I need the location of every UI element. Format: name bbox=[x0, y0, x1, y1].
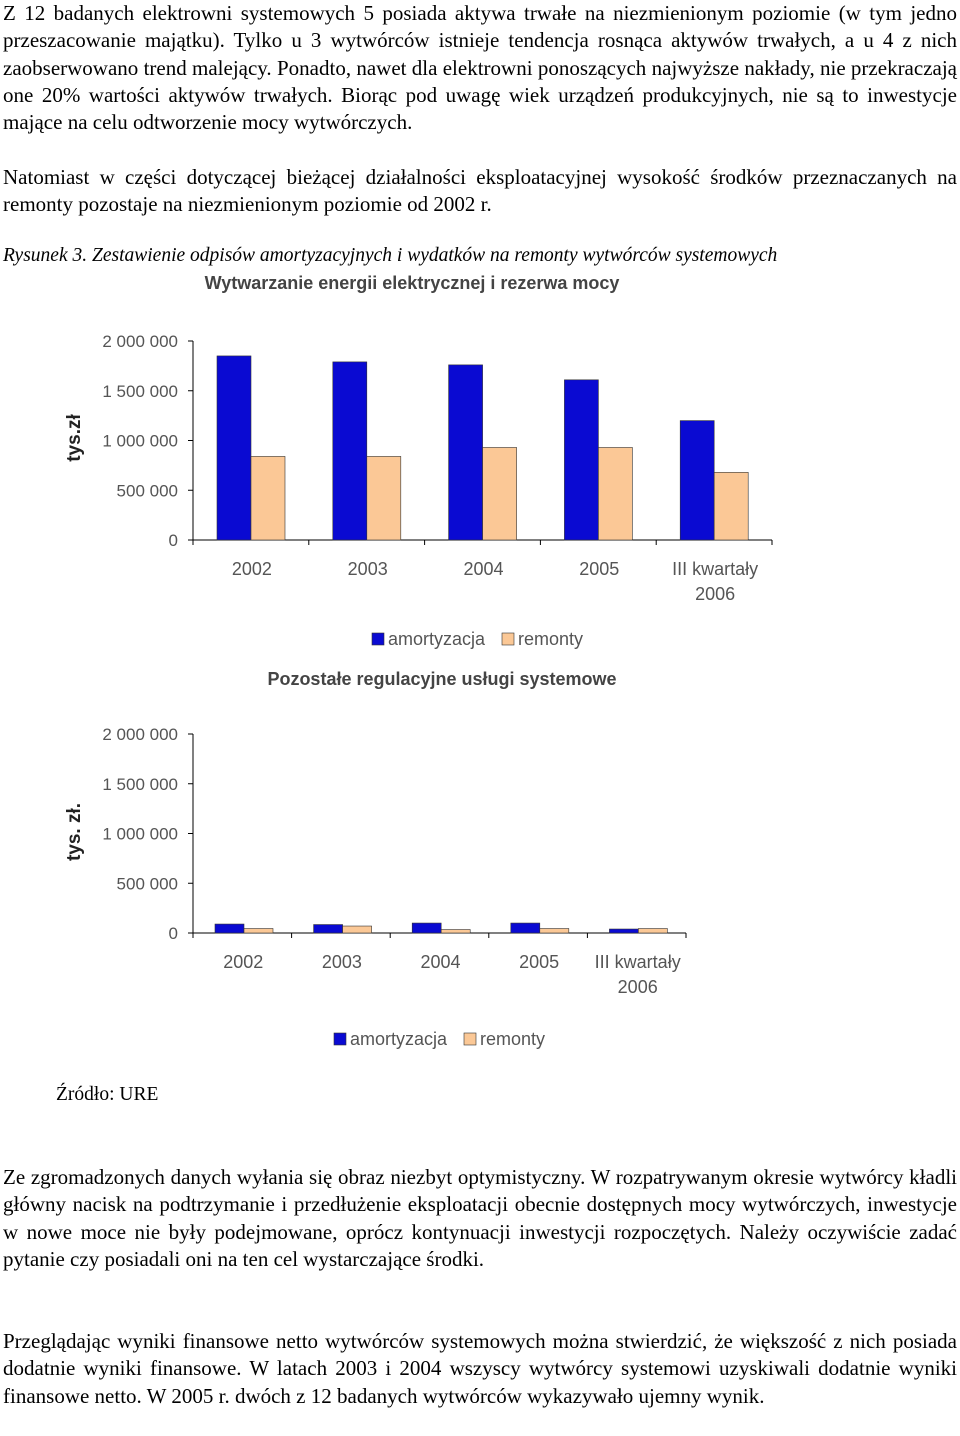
y-tick-label: 500 000 bbox=[116, 481, 178, 501]
bar-remonty bbox=[251, 456, 285, 540]
bar-amortyzacja bbox=[680, 421, 714, 540]
x-tick-label: 2004 bbox=[420, 952, 461, 972]
paragraph-assets: Z 12 badanych elektrowni systemowych 5 posiada aktywa trwałe na niezmienionym poziomie (w tym jedno przeszacowanie majątku). Tylko u 3 wytwórców istnieje tendencja rosnąca aktywów trwałych, a u 4 z nich zaobserwowano trend malejący. Ponadto, nawet dla elektrowni ponoszących najwyższe nakłady, nie przekraczają one 20% wartości aktywów trwałych. Biorąc pod uwagę wiek urządzeń produkcyjnych, nie są to inwestycje mające na celu odtworzenie mocy wytwórczych. bbox=[3, 1, 957, 135]
bar-amortyzacja bbox=[215, 924, 244, 933]
y-tick-label: 500 000 bbox=[116, 874, 178, 894]
bar-amortyzacja bbox=[217, 356, 251, 540]
y-tick-label: 2 000 000 bbox=[102, 725, 178, 744]
bar-amortyzacja bbox=[314, 925, 343, 933]
x-tick-label: 2006 bbox=[617, 977, 658, 997]
bar-remonty bbox=[483, 447, 517, 540]
x-tick-label: 2004 bbox=[463, 559, 504, 579]
chart-title: Wytwarzanie energii elektrycznej i rezerwa mocy bbox=[204, 273, 620, 293]
bar-remonty bbox=[598, 447, 632, 540]
legend-label-amortyzacja: amortyzacja bbox=[350, 1029, 448, 1049]
bar-amortyzacja bbox=[412, 923, 441, 933]
chart-other-services bbox=[0, 661, 960, 1056]
chart-title: Pozostałe regulacyjne usługi systemowe bbox=[267, 669, 617, 689]
chart-generation-reserve bbox=[0, 268, 960, 658]
y-tick-label: 0 bbox=[168, 531, 178, 550]
x-tick-label: 2002 bbox=[223, 952, 264, 972]
bar-amortyzacja bbox=[511, 923, 540, 933]
paragraph-repairs: Natomiast w części dotyczącej bieżącej działalności eksploatacyjnej wysokość środków przeznaczanych na remonty pozostaje na niezmienionym poziomie od 2002 r. bbox=[3, 165, 957, 217]
y-tick-label: 1 000 000 bbox=[102, 824, 178, 844]
y-axis-label: tys.zł bbox=[64, 414, 85, 462]
x-tick-label: III kwartały bbox=[672, 559, 759, 579]
bar-amortyzacja bbox=[609, 929, 638, 933]
bar-amortyzacja bbox=[449, 365, 483, 540]
bar-remonty bbox=[638, 929, 667, 933]
legend-swatch-remonty bbox=[464, 1033, 476, 1045]
x-tick-label: III kwartały bbox=[594, 952, 681, 972]
y-tick-label: 0 bbox=[168, 924, 178, 943]
x-tick-label: 2003 bbox=[321, 952, 362, 972]
y-tick-label: 1 500 000 bbox=[102, 774, 178, 794]
bar-remonty bbox=[343, 926, 372, 933]
x-tick-label: 2002 bbox=[231, 559, 272, 579]
paragraph-conclusion: Ze zgromadzonych danych wyłania się obraz niezbyt optymistyczny. W rozpatrywanym okresie wytwórcy kładli główny nacisk na podtrzymanie i przedłużenie eksploatacji obecnie dostępnych mocy wytwórczych, inwestycje w nowe moce nie były podejmowane, oprócz kontynuacji inwestycji rozpoczętych. Należy oczywiście zadać pytanie czy posiadali oni na ten cel wystarczające środki. bbox=[3, 1165, 957, 1271]
bar-remonty bbox=[244, 929, 273, 933]
paragraph-financial-results: Przeglądając wyniki finansowe netto wytwórców systemowych można stwierdzić, że większość z nich posiada dodatnie wyniki finansowe. W latach 2003 i 2004 wszyscy wytwórcy systemowi uzyskiwali dodatnie wyniki finansowe netto. W 2005 r. dwóch z 12 badanych wytwórców wykazywało ujemny wynik. bbox=[3, 1329, 957, 1408]
y-tick-label: 1 500 000 bbox=[102, 381, 178, 401]
x-tick-label: 2005 bbox=[519, 952, 560, 972]
bar-remonty bbox=[441, 930, 470, 933]
bar-remonty bbox=[714, 472, 748, 540]
bar-amortyzacja bbox=[564, 380, 598, 540]
legend-swatch-remonty bbox=[502, 633, 514, 645]
legend-label-remonty: remonty bbox=[480, 1029, 546, 1049]
figure-caption: Rysunek 3. Zestawienie odpisów amortyzacyjnych i wydatków na remonty wytwórców systemowych bbox=[3, 245, 778, 266]
figure-source: Źródło: URE bbox=[56, 1084, 159, 1105]
bar-remonty bbox=[367, 456, 401, 540]
legend-swatch-amortyzacja bbox=[334, 1033, 346, 1045]
bar-amortyzacja bbox=[333, 362, 367, 540]
y-tick-label: 1 000 000 bbox=[102, 431, 178, 451]
y-axis-label: tys. zł. bbox=[64, 802, 85, 862]
x-tick-label: 2003 bbox=[347, 559, 388, 579]
legend-swatch-amortyzacja bbox=[372, 633, 384, 645]
legend-label-amortyzacja: amortyzacja bbox=[388, 629, 486, 649]
bar-remonty bbox=[540, 929, 569, 933]
x-tick-label: 2006 bbox=[695, 584, 736, 604]
x-tick-label: 2005 bbox=[579, 559, 620, 579]
y-tick-label: 2 000 000 bbox=[102, 332, 178, 351]
legend-label-remonty: remonty bbox=[518, 629, 584, 649]
